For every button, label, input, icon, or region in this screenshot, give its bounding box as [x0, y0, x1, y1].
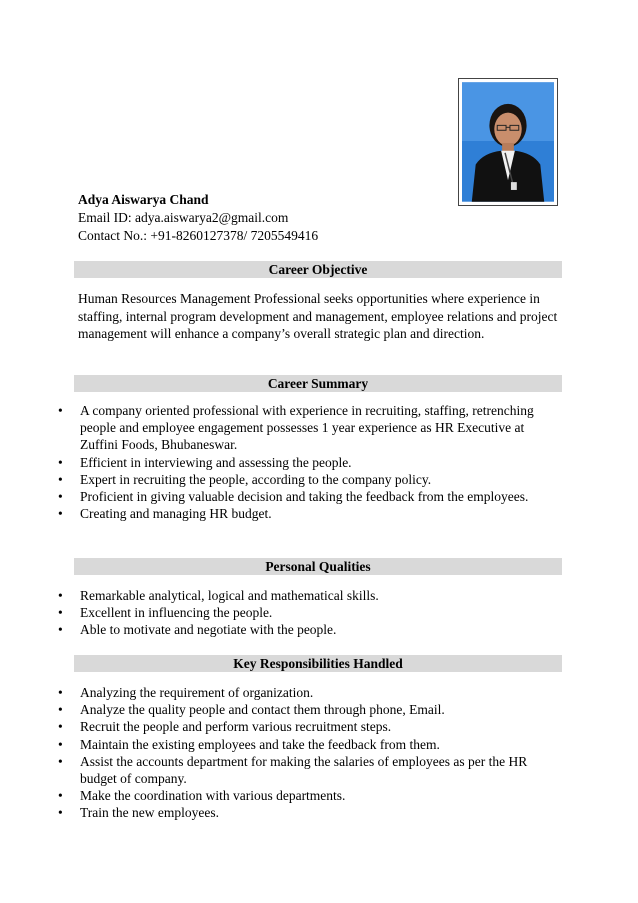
- section-title-key-responsibilities: Key Responsibilities Handled: [74, 655, 562, 672]
- list-item: • Creating and managing HR budget.: [58, 506, 272, 522]
- email-line: Email ID: adya.aiswarya2@gmail.com: [78, 210, 289, 225]
- list-item: • Excellent in influencing the people.: [58, 605, 273, 621]
- bullet-icon: •: [58, 788, 63, 804]
- bullet-icon: •: [58, 685, 63, 700]
- contact-line: Contact No.: +91-8260127378/ 7205549416: [78, 228, 319, 243]
- list-item: • A company oriented professional with experience in recruiting, staffing, retrenching people and employee engagement possesses 1 year experience as HR Executive at Zuffini Foods, Bhubaneswar.: [58, 403, 534, 453]
- list-item: • Analyzing the requirement of organization.: [58, 685, 314, 700]
- list-item: • Efficient in interviewing and assessing the people.: [58, 454, 352, 470]
- profile-photo: [458, 78, 558, 206]
- section-title-career-objective: Career Objective: [74, 261, 562, 278]
- bullet-icon: •: [58, 403, 63, 418]
- candidate-name: Adya Aiswarya Chand: [78, 192, 209, 207]
- list-item: • Maintain the existing employees and take the feedback from them.: [58, 736, 440, 752]
- bullet-icon: •: [58, 588, 63, 603]
- list-item: • Analyze the quality people and contact them through phone, Email.: [58, 702, 445, 718]
- bullet-icon: •: [58, 454, 63, 470]
- list-item: • Able to motivate and negotiate with the people.: [58, 622, 337, 638]
- bullet-icon: •: [58, 719, 63, 735]
- section-title-personal-qualities: Personal Qualities: [74, 558, 562, 575]
- bullet-icon: •: [58, 736, 63, 752]
- bullet-icon: •: [58, 753, 63, 769]
- section-title-career-summary: Career Summary: [74, 375, 562, 392]
- personal-qualities-list: [0, 587, 562, 639]
- list-item: • Remarkable analytical, logical and mathematical skills.: [58, 588, 379, 603]
- bullet-icon: •: [58, 702, 63, 718]
- list-item: • Recruit the people and perform various recruitment steps.: [58, 719, 392, 735]
- list-item: • Make the coordination with various departments.: [58, 788, 346, 804]
- list-item: • Assist the accounts department for making the salaries of employees as per the HR budget of company.: [58, 753, 528, 787]
- bullet-icon: •: [58, 489, 63, 505]
- list-item: • Proficient in giving valuable decision and taking the feedback from the employees.: [58, 489, 529, 505]
- bullet-icon: •: [58, 605, 63, 621]
- person-portrait-icon: [462, 82, 554, 202]
- list-item: • Train the new employees.: [58, 805, 219, 821]
- bullet-icon: •: [58, 506, 63, 522]
- career-objective-text: Human Resources Management Professional seeks opportunities where experience in staffing, internal program development and management, employee relations and project management will enhance a company’s overall strategic plan and direction.: [78, 291, 558, 341]
- list-item: • Expert in recruiting the people, according to the company policy.: [58, 471, 432, 487]
- bullet-icon: •: [58, 622, 63, 638]
- bullet-icon: •: [58, 471, 63, 487]
- bullet-icon: •: [58, 805, 63, 821]
- contact-header: [78, 191, 318, 245]
- key-responsibilities-list: [0, 684, 562, 822]
- career-summary-list: [0, 402, 562, 522]
